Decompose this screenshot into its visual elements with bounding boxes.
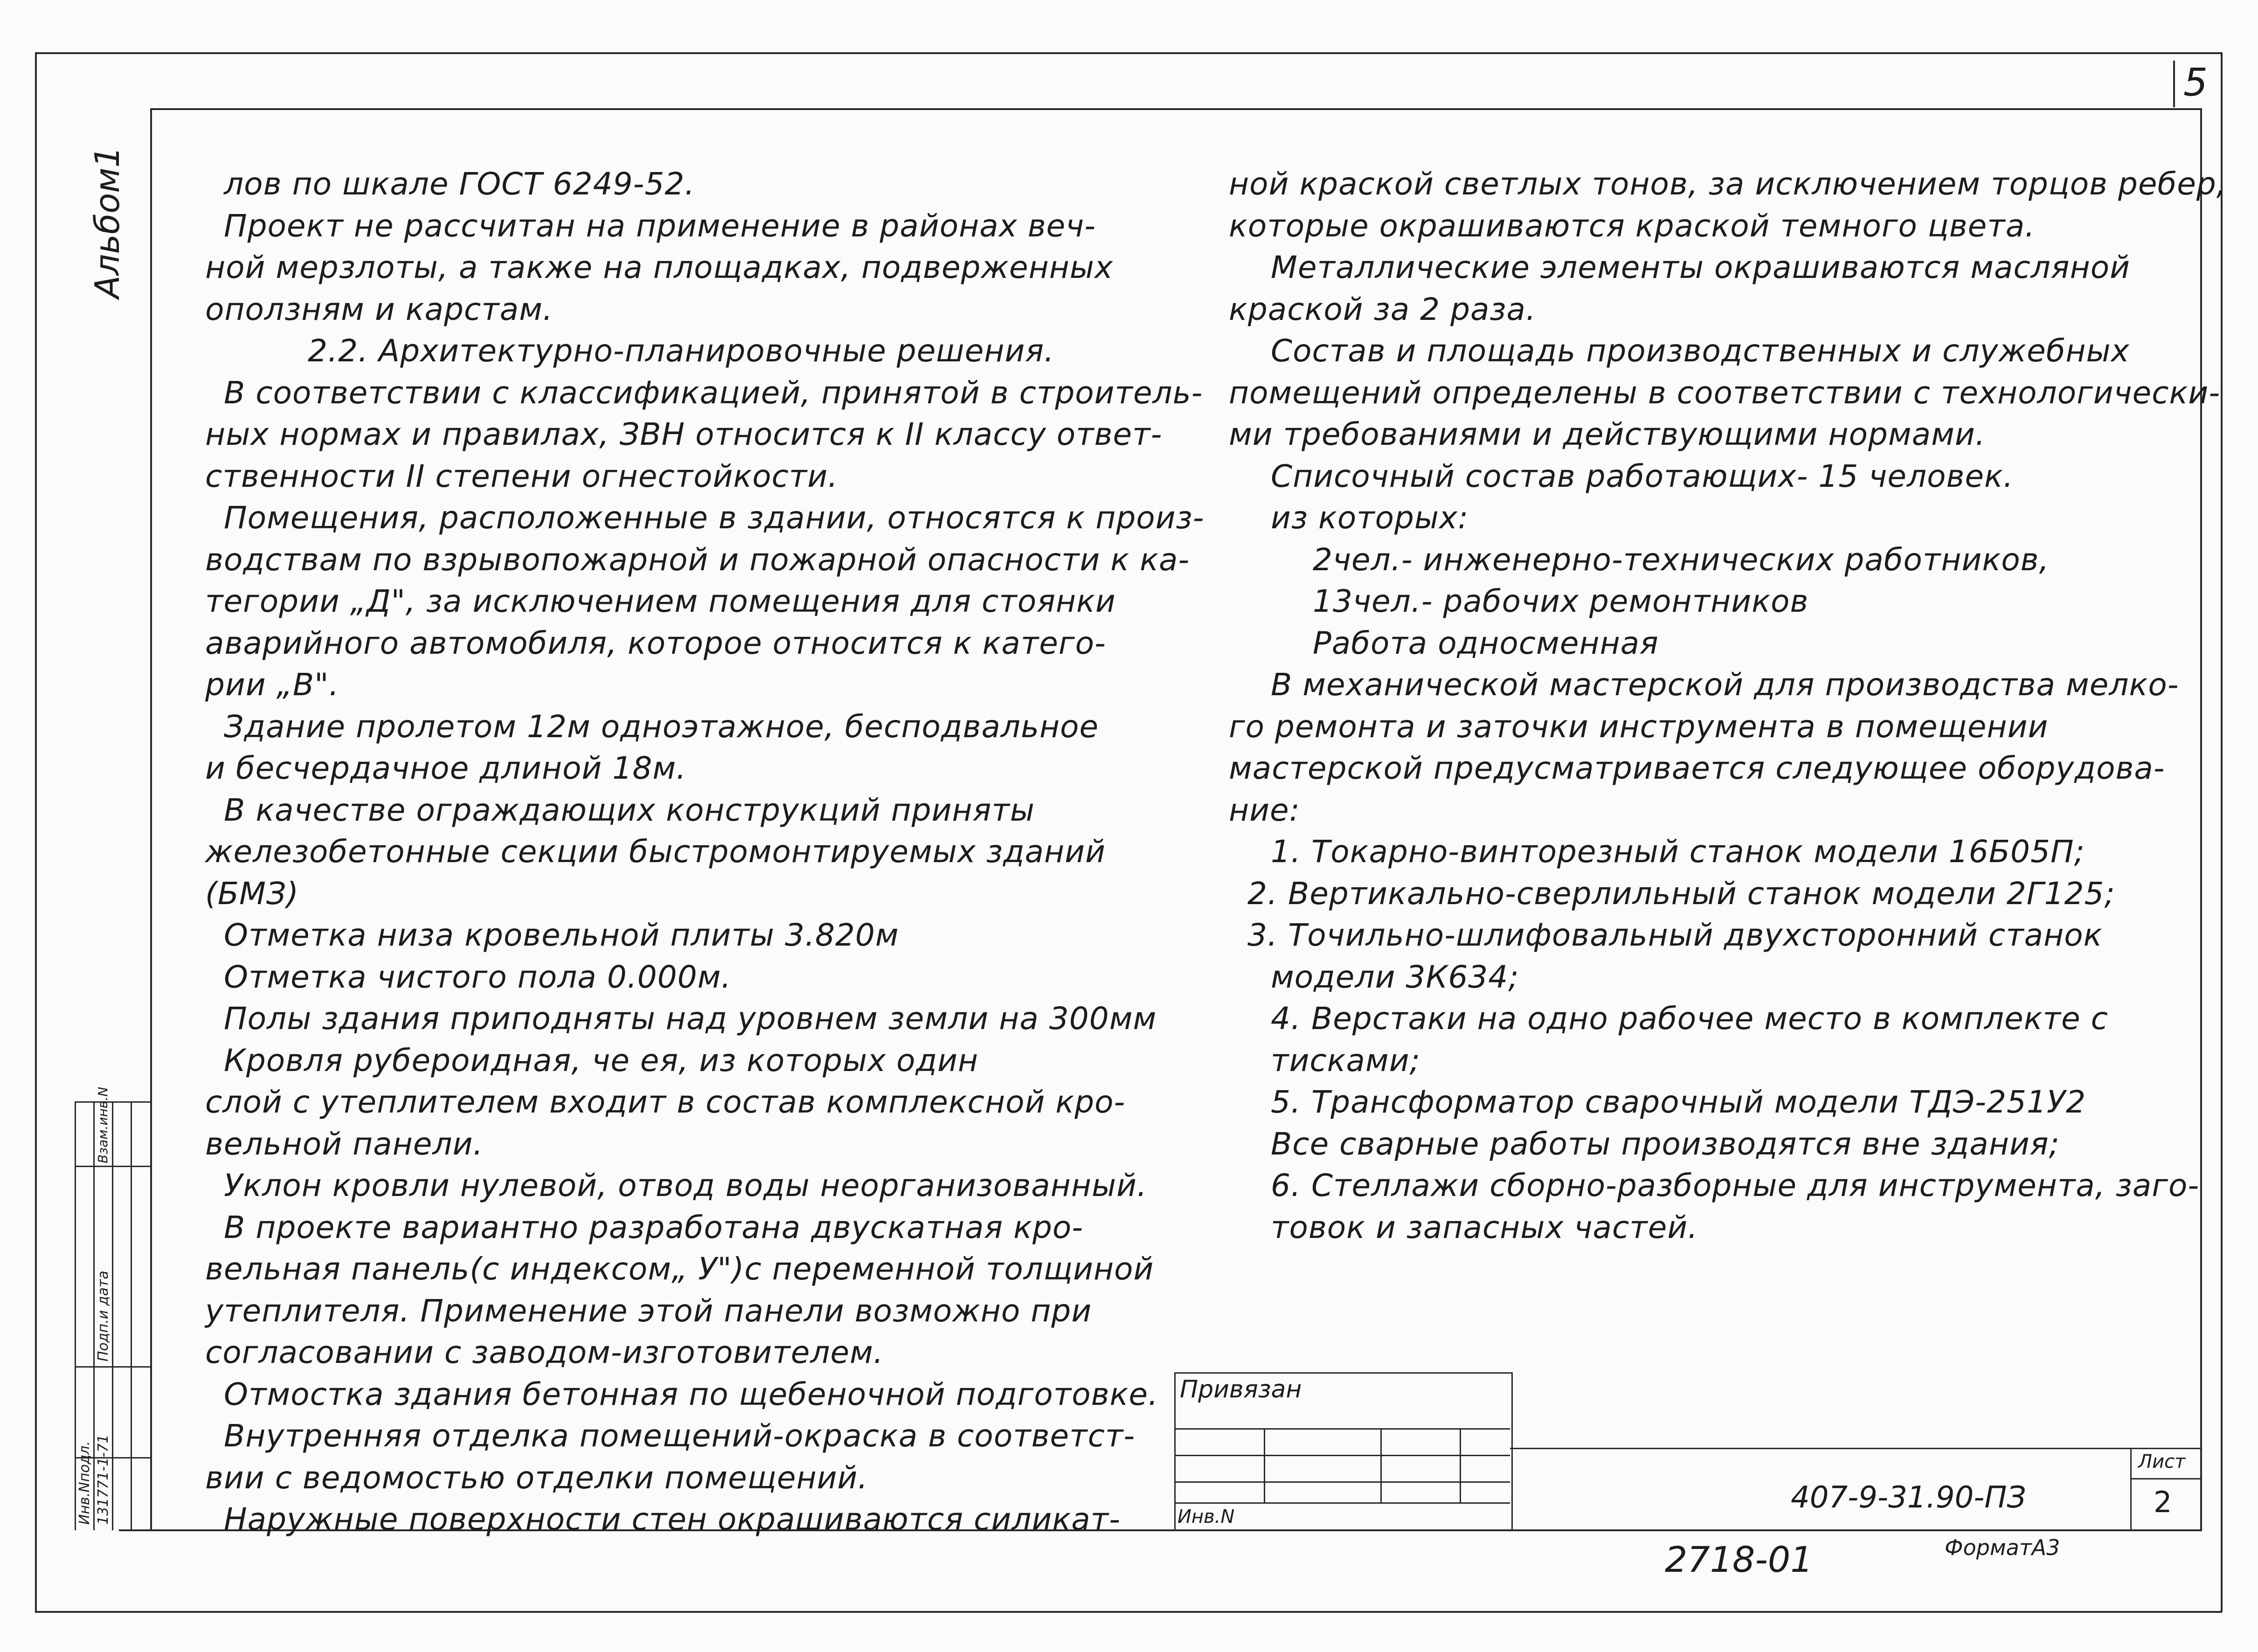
left-line: Отметка низа кровельной плиты 3.820м xyxy=(224,917,899,953)
left-line: Полы здания приподняты над уровнем земли на 300мм xyxy=(224,1001,1157,1037)
inner-frame-top xyxy=(150,108,2202,110)
outer-frame-left xyxy=(35,52,37,1612)
left-line: рии „В". xyxy=(205,667,339,703)
left-line: вельной панели. xyxy=(205,1126,484,1162)
left-line: Отмостка здания бетонная по щебеночной подготовке. xyxy=(224,1376,1158,1412)
right-line: которые окрашиваются краской темного цвета. xyxy=(1229,207,2036,244)
side-stamp-vzam-inv: Взам.инв.N xyxy=(95,1086,111,1163)
inv-n-label: Инв.N xyxy=(1177,1506,1235,1528)
left-line: железобетонные секции быстромонтируемых зданий xyxy=(205,834,1106,870)
right-line: Работа односменная xyxy=(1313,625,1659,661)
left-line: лов по шкале ГОСТ 6249-52. xyxy=(224,166,695,202)
right-line: 2чел.- инженерно-технических работников, xyxy=(1313,541,2050,578)
right-line: мастерской предусматривается следующее оборудова- xyxy=(1229,750,2165,786)
left-line: утеплителя. Применение этой панели возможно при xyxy=(205,1293,1092,1329)
left-text-column xyxy=(205,163,1204,1541)
side-stamp-inv-value: 131771-1-71 xyxy=(95,1434,111,1525)
left-line: и бесчердачное длиной 18м. xyxy=(205,750,687,786)
equipment-item: 3. Точильно-шлифовальный двухсторонний станок xyxy=(1247,917,2103,953)
left-line: Внутренняя отделка помещений-окраска в соответст- xyxy=(224,1418,1136,1454)
stamp-v1 xyxy=(1264,1428,1265,1503)
left-line: тегории „Д", за исключением помещения для стоянки xyxy=(205,583,1116,619)
privyazan-label: Привязан xyxy=(1180,1376,1302,1403)
side-stamp-h2 xyxy=(75,1366,152,1368)
right-line: го ремонта и заточки инструмента в помещении xyxy=(1229,708,2049,745)
section-heading: 2.2. Архитектурно-планировочные решения. xyxy=(308,333,1055,369)
equipment-item: 2. Вертикально-сверлильный станок модели 2Г125; xyxy=(1247,875,2115,912)
outer-frame-bottom xyxy=(35,1611,2222,1613)
left-line: В соответствии с классификацией, принятой в строитель- xyxy=(224,374,1203,411)
left-line: В качестве ограждающих конструкций приняты xyxy=(224,792,1035,828)
equipment-item: тисками; xyxy=(1271,1042,1420,1078)
left-line: водствам по взрывопожарной и пожарной опасности к ка- xyxy=(205,541,1190,578)
left-line: Проект не рассчитан на применение в районах веч- xyxy=(224,207,1096,244)
right-line: краской за 2 раза. xyxy=(1229,291,1536,327)
equipment-item: товок и запасных частей. xyxy=(1271,1209,1698,1245)
right-line: ми требованиями и действующими нормами. xyxy=(1229,416,1986,452)
left-line: ной мерзлоты, а также на площадках, подверженных xyxy=(205,249,1114,285)
equipment-item: модели 3К634; xyxy=(1271,959,1519,995)
right-line: Металлические элементы окрашиваются масляной xyxy=(1271,249,2131,285)
left-line: Наружные поверхности стен окрашиваются силикат- xyxy=(224,1501,1121,1537)
stamp-v3 xyxy=(1460,1428,1461,1503)
equipment-item: Все сварные работы производятся вне здания; xyxy=(1271,1126,2060,1162)
right-line: Списочный состав работающих- 15 человек. xyxy=(1271,458,2014,494)
left-line: вии с ведомостью отделки помещений. xyxy=(205,1459,868,1496)
left-line: вельная панель(с индексом„ У")с переменной толщиной xyxy=(205,1251,1154,1287)
page-number: 5 xyxy=(2183,61,2208,105)
stamp-v2 xyxy=(1380,1428,1382,1503)
side-stamp-inv-podl: Инв.Nподл. xyxy=(76,1441,93,1525)
left-line: оползням и карстам. xyxy=(205,291,553,327)
left-line: В проекте вариантно разработана двускатная кро- xyxy=(224,1209,1084,1245)
left-line: Здание пролетом 12м одноэтажное, бесподвальное xyxy=(224,708,1099,745)
format-label: ФорматА3 xyxy=(1945,1535,2060,1560)
right-text-column xyxy=(1229,163,2227,1248)
page-number-box-left xyxy=(2173,61,2175,107)
outer-frame-top xyxy=(35,52,2222,54)
left-line: согласовании с заводом-изготовителем. xyxy=(205,1334,884,1370)
equipment-item: 4. Верстаки на одно рабочее место в комплекте с xyxy=(1271,1001,2108,1037)
archive-number: 2718-01 xyxy=(1665,1539,1813,1580)
right-line: Состав и площадь производственных и служебных xyxy=(1271,333,2130,369)
right-line: из которых: xyxy=(1271,500,1469,536)
right-line: 13чел.- рабочих ремонтников xyxy=(1313,583,1809,619)
right-line: ной краской светлых тонов, за исключением торцов ребер, xyxy=(1229,166,2227,202)
doc-code-top-rule xyxy=(1510,1448,2200,1449)
list-box-left xyxy=(2130,1448,2132,1531)
list-number: 2 xyxy=(2154,1485,2172,1519)
list-box-mid xyxy=(2130,1478,2201,1479)
left-line: ных нормах и правилах, ЗВН относится к II классу ответ- xyxy=(205,416,1163,452)
right-line: В механической мастерской для производства мелко- xyxy=(1271,667,2179,703)
left-line: Уклон кровли нулевой, отвод воды неорганизованный. xyxy=(224,1168,1148,1203)
left-line: ственности II степени огнестойкости. xyxy=(205,458,838,494)
equipment-item: 6. Стеллажи сборно-разборные для инструмента, заго- xyxy=(1271,1168,2200,1203)
left-line: слой с утеплителем входит в состав комплексной кро- xyxy=(205,1084,1126,1120)
right-line: помещений определены в соответствии с технологически- xyxy=(1229,374,2221,411)
left-line: Отметка чистого пола 0.000м. xyxy=(224,959,732,995)
side-stamp-h1 xyxy=(75,1166,152,1167)
right-line: ние: xyxy=(1229,792,1300,828)
left-line: аварийного автомобиля, которое относится к катего- xyxy=(205,625,1106,661)
left-line: Помещения, расположенные в здании, относятся к произ- xyxy=(224,500,1205,536)
left-line: Кровля рубероидная, че ея, из которых один xyxy=(224,1042,979,1078)
side-stamp-sign-date: Подп.и дата xyxy=(95,1271,111,1362)
equipment-item: 5. Трансформатор сварочный модели ТДЭ-251У2 xyxy=(1271,1084,2086,1120)
left-line: (БМЗ) xyxy=(205,875,299,912)
album-label: Альбом1 xyxy=(88,146,127,298)
list-label: Лист xyxy=(2138,1451,2186,1472)
equipment-item: 1. Токарно-винторезный станок модели 16Б05П; xyxy=(1271,834,2085,870)
inner-frame-left xyxy=(150,108,152,1530)
doc-code: 407-9-31.90-ПЗ xyxy=(1791,1480,2026,1515)
